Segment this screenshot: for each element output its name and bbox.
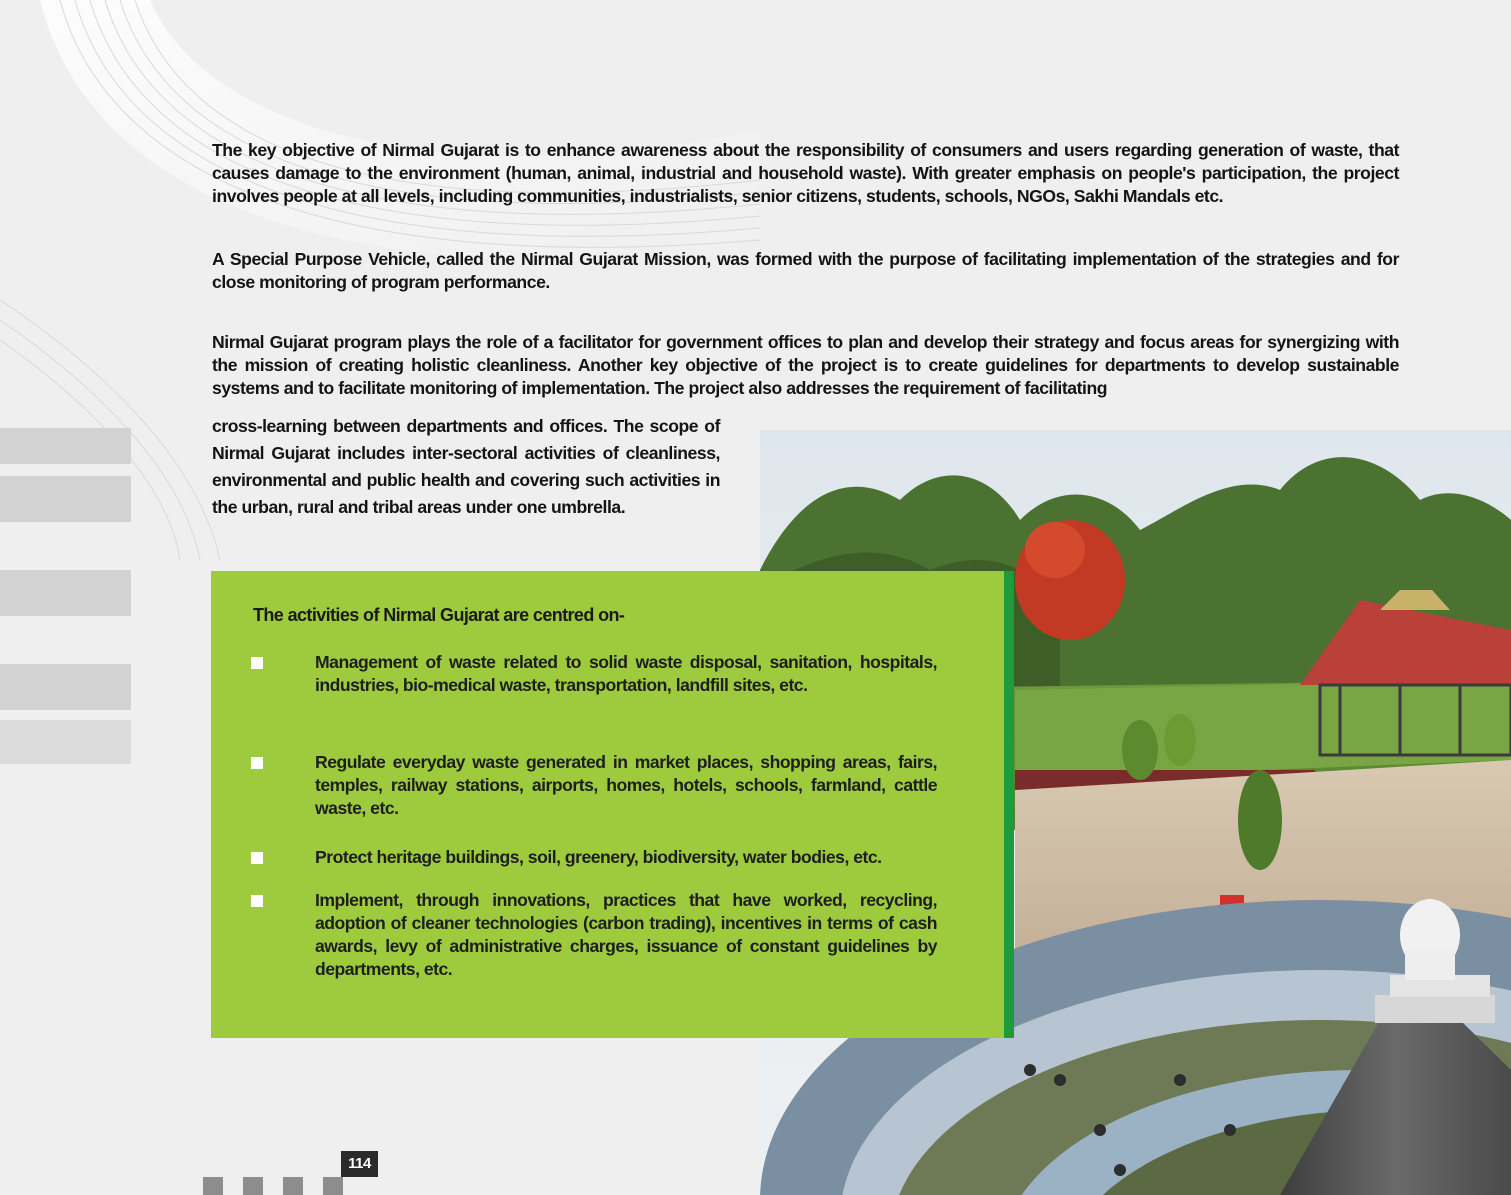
left-decorative-bars xyxy=(0,428,131,764)
square-bullet-icon xyxy=(251,657,263,669)
page-number: 114 xyxy=(341,1151,378,1177)
footer-checker-bar xyxy=(203,1177,343,1195)
activities-box xyxy=(211,571,1006,1038)
paragraph-special-purpose-vehicle: A Special Purpose Vehicle, called the Nirmal Gujarat Mission, was formed with the purpose of facilitating implementation of the strategies and for close monitoring of program performance. xyxy=(212,249,1399,292)
square-bullet-icon xyxy=(251,757,263,769)
activities-box-title: The activities of Nirmal Gujarat are centred on- xyxy=(253,605,625,625)
square-bullet-icon xyxy=(251,852,263,864)
paragraph-key-objective: The key objective of Nirmal Gujarat is to enhance awareness about the responsibility of consumers and users regarding generation of waste, that causes damage to the environment (human, animal, industrial and household waste). With greater emphasis on people's participation, the project involves people at all levels, including communities, industrialists, senior citizens, students, schools, NGOs, Sakhi Mandals etc. xyxy=(212,140,1399,206)
paragraph-facilitator-role: Nirmal Gujarat program plays the role of a facilitator for government offices to plan and develop their strategy and focus areas for synergizing with the mission of creating holistic cleanliness. Another key objective of the project is to create guidelines for departments to develop sustainable systems and to facilitate monitoring of implementation. The project also addresses the requirement of facilitating xyxy=(212,332,1399,398)
activity-text: Protect heritage buildings, soil, greenery, biodiversity, water bodies, etc. xyxy=(315,847,882,867)
square-bullet-icon xyxy=(251,895,263,907)
activity-text: Management of waste related to solid waste disposal, sanitation, hospitals, industries, bio-medical waste, transportation, landfill sites, etc. xyxy=(315,652,937,695)
activity-text: Regulate everyday waste generated in market places, shopping areas, fairs, temples, railway stations, airports, homes, hotels, schools, farmland, cattle waste, etc. xyxy=(315,752,937,818)
activity-text: Implement, through innovations, practices that have worked, recycling, adoption of cleaner technologies (carbon trading), incentives in terms of cash awards, levy of administrative charges, issuance of constant guidelines by departments, etc. xyxy=(315,890,937,979)
activities-box-edge xyxy=(1004,571,1014,1038)
paragraph-scope: cross-learning between departments and offices. The scope of Nirmal Gujarat includes inter-sectoral activities of cleanliness, environmental and public health and covering such activities in the urban, rural and tribal areas under one umbrella. xyxy=(212,416,720,517)
